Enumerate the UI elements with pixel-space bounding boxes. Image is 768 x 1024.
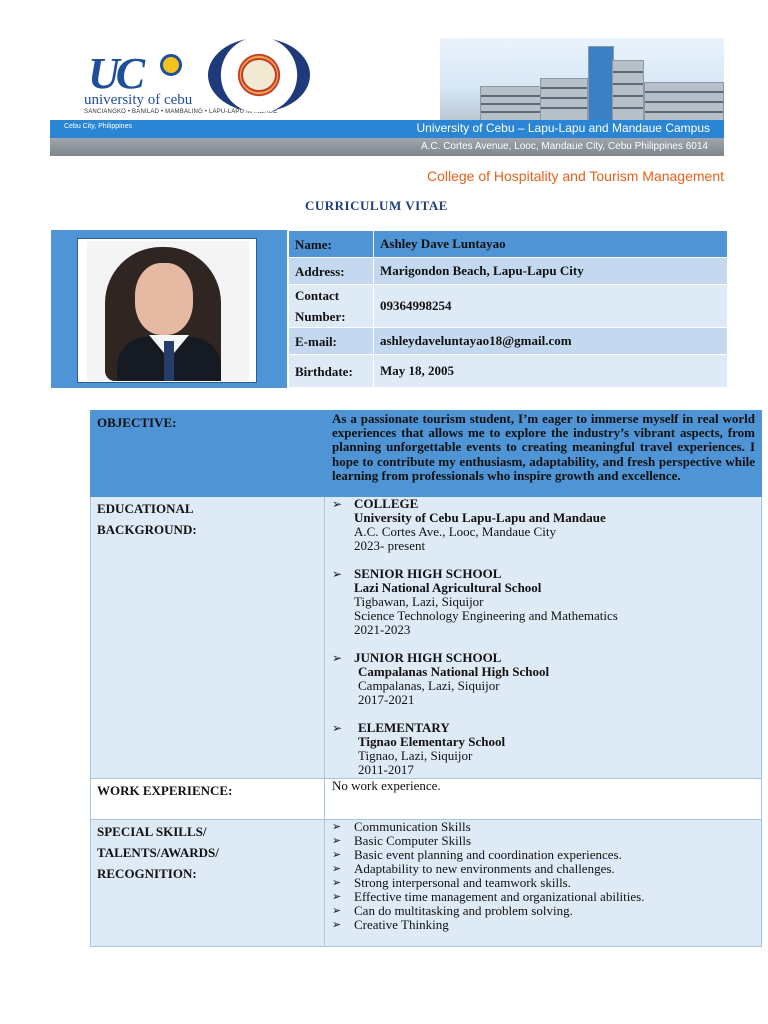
- education-detail: 2017-2021: [358, 692, 415, 707]
- list-item: [332, 876, 755, 890]
- work-text: No work experience.: [325, 779, 762, 820]
- arrow-bullet-icon: ➢: [332, 651, 343, 665]
- skills-label-line1: SPECIAL SKILLS/: [97, 824, 207, 839]
- personal-info-table: [288, 230, 728, 388]
- education-detail: A.C. Cortes Ave., Looc, Mandaue City: [354, 524, 556, 539]
- info-row-birthdate: [289, 355, 728, 388]
- info-value: ashleydaveluntayao18@gmail.com: [374, 328, 728, 355]
- info-row-email: [289, 328, 728, 355]
- skill-text: Effective time management and organizational abilities.: [354, 889, 645, 904]
- info-label: E-mail:: [289, 328, 374, 355]
- page-title: CURRICULUM VITAE: [305, 198, 448, 213]
- list-item: [332, 904, 755, 918]
- info-row-address: [289, 258, 728, 285]
- skills-list: [325, 820, 762, 947]
- education-detail: 2021-2023: [354, 622, 411, 637]
- college-name: College of Hospitality and Tourism Management: [426, 168, 724, 184]
- objective-row: [91, 411, 762, 497]
- arrow-bullet-icon: ➢: [332, 876, 342, 889]
- campus-bar: [50, 120, 724, 138]
- education-label: [91, 497, 325, 779]
- education-level: ELEMENTARY: [358, 720, 450, 735]
- skill-text: Communication Skills: [354, 819, 471, 834]
- arrow-bullet-icon: ➢: [332, 497, 343, 511]
- skills-label-line2: TALENTS/AWARDS/: [97, 845, 219, 860]
- college-seal-icon: [208, 38, 310, 112]
- info-value: Marigondon Beach, Lapu-Lapu City: [374, 258, 728, 285]
- skill-text: Strong interpersonal and teamwork skills.: [354, 875, 571, 890]
- info-value: 09364998254: [374, 285, 728, 328]
- info-label: Birthdate:: [289, 355, 374, 388]
- list-item: [332, 862, 755, 876]
- education-list: [325, 497, 762, 779]
- arrow-bullet-icon: ➢: [332, 834, 342, 847]
- arrow-bullet-icon: ➢: [332, 918, 342, 931]
- list-item: [332, 890, 755, 904]
- education-detail: 2011-2017: [358, 762, 414, 777]
- education-level: SENIOR HIGH SCHOOL: [354, 566, 502, 581]
- education-entry: [332, 651, 755, 707]
- campus-address: A.C. Cortes Avenue, Looc, Mandaue City, Cebu Philippines 6014: [420, 141, 708, 152]
- profile-photo: [87, 241, 249, 381]
- header-banner: [48, 36, 724, 158]
- school-name: Lazi National Agricultural School: [354, 580, 542, 595]
- info-value: May 18, 2005: [374, 355, 728, 388]
- logo-dot-icon: [160, 54, 182, 76]
- info-label: Address:: [289, 258, 374, 285]
- skill-text: Can do multitasking and problem solving.: [354, 903, 573, 918]
- location-text: Cebu City, Philippines: [64, 123, 132, 130]
- info-row-contact: [289, 285, 728, 328]
- address-bar: [50, 138, 724, 156]
- info-value: Ashley Dave Luntayao: [374, 231, 728, 258]
- campus-buildings-image: [440, 38, 724, 122]
- work-row: [91, 779, 762, 820]
- objective-text: As a passionate tourism student, I’m eager to immerse myself in real world experiences that allows me to explore the industry’s vibrant aspects, from planning unforgettable events to creating meaningful travel experiences. I hope to contribute my enthusiasm, adaptability, and fresh perspective while learning from professionals who inspire growth and excellence.: [325, 411, 762, 497]
- education-entry: [332, 497, 755, 553]
- campus-name: University of Cebu – Lapu-Lapu and Mandaue Campus: [416, 121, 710, 135]
- list-item: [332, 834, 755, 848]
- arrow-bullet-icon: ➢: [332, 567, 343, 581]
- skills-label: [91, 820, 325, 947]
- info-label: Contact Number:: [289, 285, 374, 328]
- work-label: WORK EXPERIENCE:: [91, 779, 325, 820]
- education-detail: Tignao, Lazi, Siquijor: [358, 748, 473, 763]
- education-entry: [332, 567, 755, 637]
- education-detail: Tigbawan, Lazi, Siquijor: [354, 594, 484, 609]
- skills-label-line3: RECOGNITION:: [97, 866, 197, 881]
- arrow-bullet-icon: ➢: [332, 904, 342, 917]
- logo-subtitle: SANCIANGKO • BANILAD • MAMBALING • LAPU-LAPU MANDAUE: [84, 109, 278, 115]
- list-item: [332, 848, 755, 862]
- education-detail: Campalanas, Lazi, Siquijor: [358, 678, 500, 693]
- education-level: COLLEGE: [354, 496, 419, 511]
- info-row-name: [289, 231, 728, 258]
- skill-text: Basic Computer Skills: [354, 833, 471, 848]
- arrow-bullet-icon: ➢: [332, 721, 343, 735]
- cv-table: [90, 410, 762, 947]
- skill-text: Adaptability to new environments and challenges.: [354, 861, 615, 876]
- skill-text: Creative Thinking: [354, 917, 449, 932]
- education-row: [91, 497, 762, 779]
- school-name: Campalanas National High School: [358, 664, 550, 679]
- school-name: University of Cebu Lapu-Lapu and Mandaue: [354, 510, 606, 525]
- education-level: JUNIOR HIGH SCHOOL: [354, 650, 502, 665]
- skills-row: [91, 820, 762, 947]
- skill-text: Basic event planning and coordination experiences.: [354, 847, 622, 862]
- education-detail: Science Technology Engineering and Mathematics: [354, 608, 618, 623]
- education-entry: [332, 721, 755, 777]
- school-name: Tignao Elementary School: [358, 734, 506, 749]
- arrow-bullet-icon: ➢: [332, 820, 342, 833]
- info-label: Name:: [289, 231, 374, 258]
- arrow-bullet-icon: ➢: [332, 890, 342, 903]
- university-logo: [66, 46, 278, 118]
- arrow-bullet-icon: ➢: [332, 862, 342, 875]
- education-label-line1: EDUCATIONAL: [97, 501, 194, 516]
- photo-block: [51, 230, 287, 388]
- education-detail: 2023- present: [354, 538, 426, 553]
- logo-name: university of cebu: [84, 92, 193, 108]
- education-label-line2: BACKGROUND:: [97, 522, 197, 537]
- list-item: [332, 918, 755, 932]
- objective-label: OBJECTIVE:: [91, 411, 325, 497]
- photo-frame: [77, 238, 257, 383]
- list-item: [332, 820, 755, 834]
- arrow-bullet-icon: ➢: [332, 848, 342, 861]
- logo-letters: UC: [88, 49, 142, 98]
